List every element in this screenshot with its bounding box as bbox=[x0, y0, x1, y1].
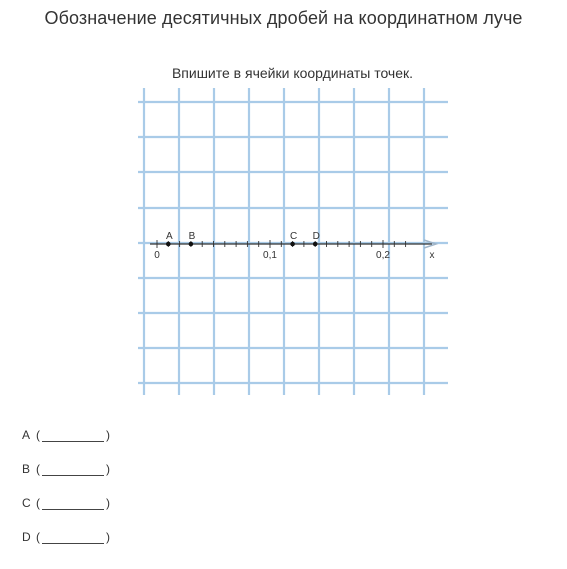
ray-tick-labels bbox=[154, 250, 434, 261]
answer-label-c: C bbox=[22, 496, 31, 510]
tick-label: 0,2 bbox=[376, 250, 390, 261]
close-paren: ) bbox=[106, 530, 110, 544]
instruction-text: Впишите в ячейки координаты точек. bbox=[171, 65, 414, 81]
answer-label-a: A bbox=[22, 428, 31, 442]
open-paren: ( bbox=[36, 530, 40, 544]
point-label-d: D bbox=[312, 231, 320, 242]
point-c bbox=[290, 242, 295, 247]
answer-label-d: D bbox=[22, 530, 31, 544]
open-paren: ( bbox=[36, 462, 40, 476]
close-paren: ) bbox=[106, 496, 110, 510]
open-paren: ( bbox=[36, 496, 40, 510]
point-label-a: A bbox=[165, 231, 173, 242]
page-title: Обозначение десятичных дробей на координатном луче bbox=[44, 8, 523, 28]
tick-label: 0,1 bbox=[263, 250, 277, 261]
point-b bbox=[189, 242, 194, 247]
close-paren: ) bbox=[106, 428, 110, 442]
tick-label: 0 bbox=[154, 250, 160, 261]
open-paren: ( bbox=[36, 428, 40, 442]
point-d bbox=[313, 242, 318, 247]
answer-field-d[interactable] bbox=[42, 530, 104, 544]
answer-row-c bbox=[22, 496, 110, 530]
answer-row-a bbox=[22, 428, 110, 462]
answer-row-b bbox=[22, 462, 110, 496]
answer-list bbox=[22, 428, 110, 564]
answer-field-c[interactable] bbox=[42, 496, 104, 510]
answer-field-a[interactable] bbox=[42, 428, 104, 442]
point-label-c: C bbox=[289, 231, 298, 242]
close-paren: ) bbox=[106, 462, 110, 476]
point-a bbox=[166, 242, 171, 247]
answer-row-d bbox=[22, 530, 110, 564]
point-label-b: B bbox=[188, 231, 196, 242]
answer-field-b[interactable] bbox=[42, 462, 104, 476]
answer-label-b: B bbox=[22, 462, 31, 476]
axis-label-x: x bbox=[429, 250, 435, 261]
